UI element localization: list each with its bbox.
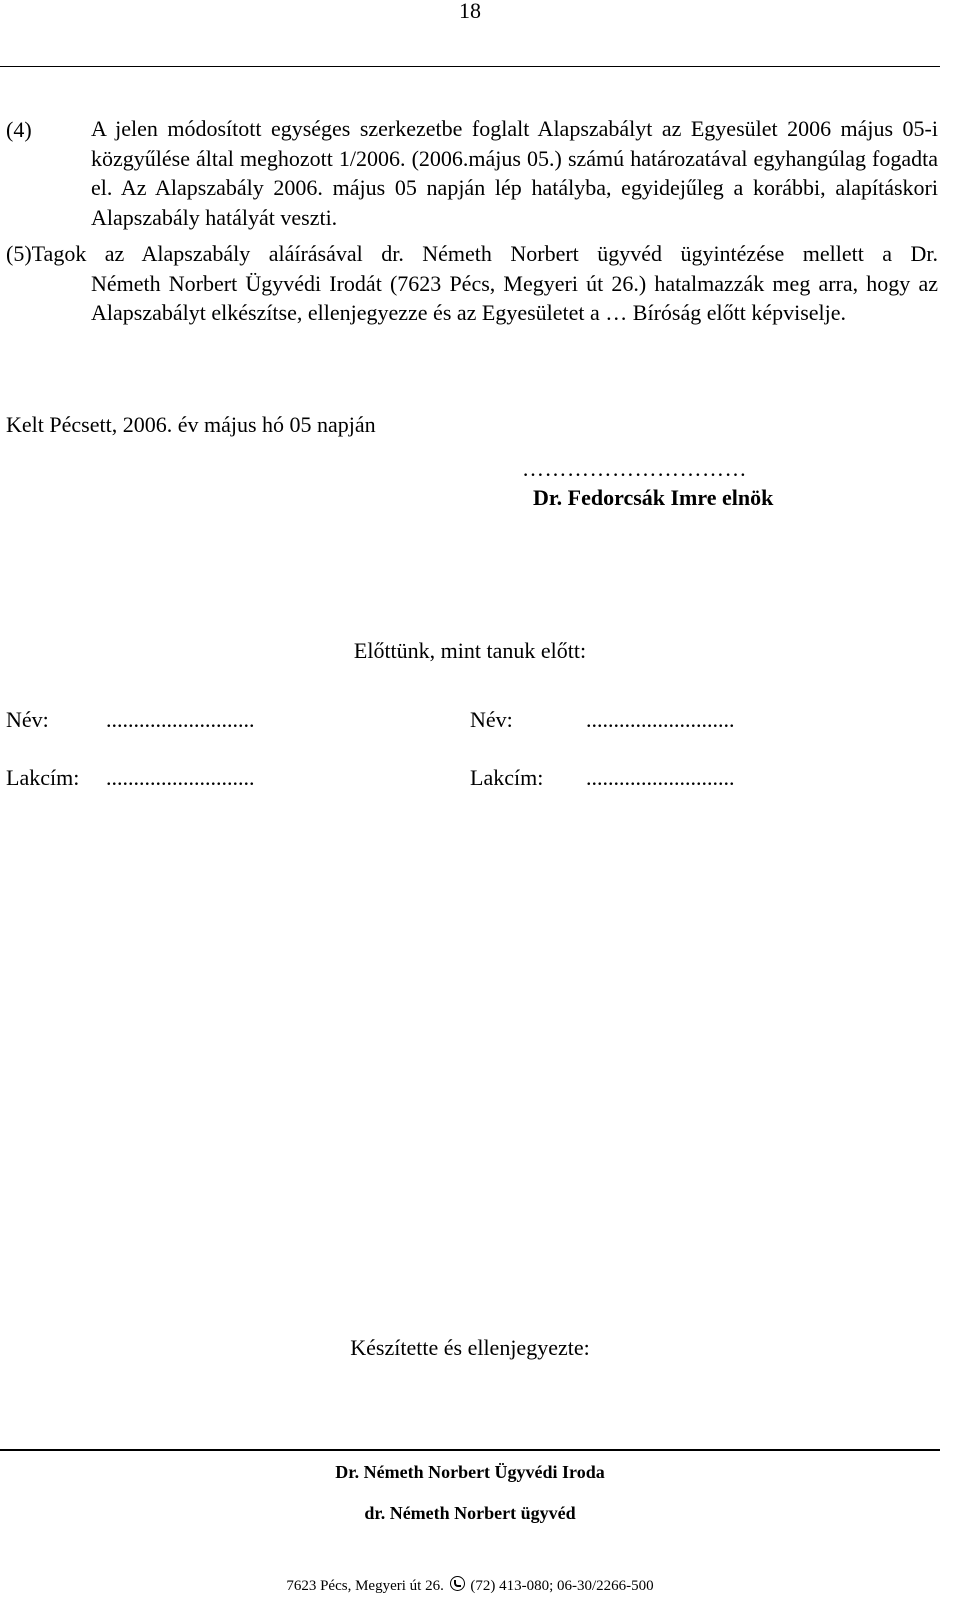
prepared-by-heading: Készítette és ellenjegyezte: xyxy=(350,1335,590,1360)
paragraph-5 xyxy=(6,239,938,328)
date-line: Kelt Pécsett, 2006. év május hó 05 napján xyxy=(6,412,376,437)
paragraph-4-number: (4) xyxy=(6,117,32,142)
paragraph-5-first-line: (5)Tagok az Alapszabály aláírásával dr. Németh Norbert ügyvéd ügyintézése mellett a Dr. xyxy=(6,241,938,266)
contact-line xyxy=(0,1576,940,1595)
witness-2-address-label: Lakcím: xyxy=(470,765,544,790)
signatory-name: Dr. Fedorcsák Imre elnök xyxy=(533,485,774,510)
firm-phone: (72) 413-080; 06-30/2266-500 xyxy=(470,1578,654,1594)
witness-1-address-field: ........................... xyxy=(106,765,255,790)
paragraph-4-text: A jelen módosított egységes szerkezetbe foglalt Alapszabályt az Egyesület 2006 május 05-i közgyűlése által meghozott 1/2006. (2006.május 05.) számú határozatával egyhangúlag fogadta el. Az Alapszabály 2006. május 05 napján lép hatályba, egyidejűleg a korábbi, alapításkori Alapszabály hatályát veszti. xyxy=(91,116,938,230)
witness-2-name-field: ........................... xyxy=(586,707,735,732)
lawyer-name: dr. Németh Norbert ügyvéd xyxy=(364,1503,576,1523)
page-number: 18 xyxy=(459,0,481,23)
paragraph-5-rest: Németh Norbert Ügyvédi Irodát (7623 Pécs, Megyeri út 26.) hatalmazzák meg arra, hogy az Alapszabályt elkészítse, ellenjegyezze és az Egyesületet a … Bíróság előtt képviselje. xyxy=(91,270,938,325)
witness-2-name-label: Név: xyxy=(470,707,513,732)
signature-line: ………………………… xyxy=(522,456,747,481)
witness-1-name-field: ........................... xyxy=(106,707,255,732)
header-divider xyxy=(0,66,940,67)
witness-1-name-label: Név: xyxy=(6,707,49,732)
witness-1-address-label: Lakcím: xyxy=(6,765,80,790)
firm-address: 7623 Pécs, Megyeri út 26. xyxy=(286,1578,444,1594)
footer-divider xyxy=(0,1449,940,1451)
witness-2-address-field: ........................... xyxy=(586,765,735,790)
witness-title: Előttünk, mint tanuk előtt: xyxy=(353,638,587,663)
law-firm-name: Dr. Németh Norbert Ügyvédi Iroda xyxy=(335,1462,605,1482)
phone-icon xyxy=(450,1576,465,1591)
